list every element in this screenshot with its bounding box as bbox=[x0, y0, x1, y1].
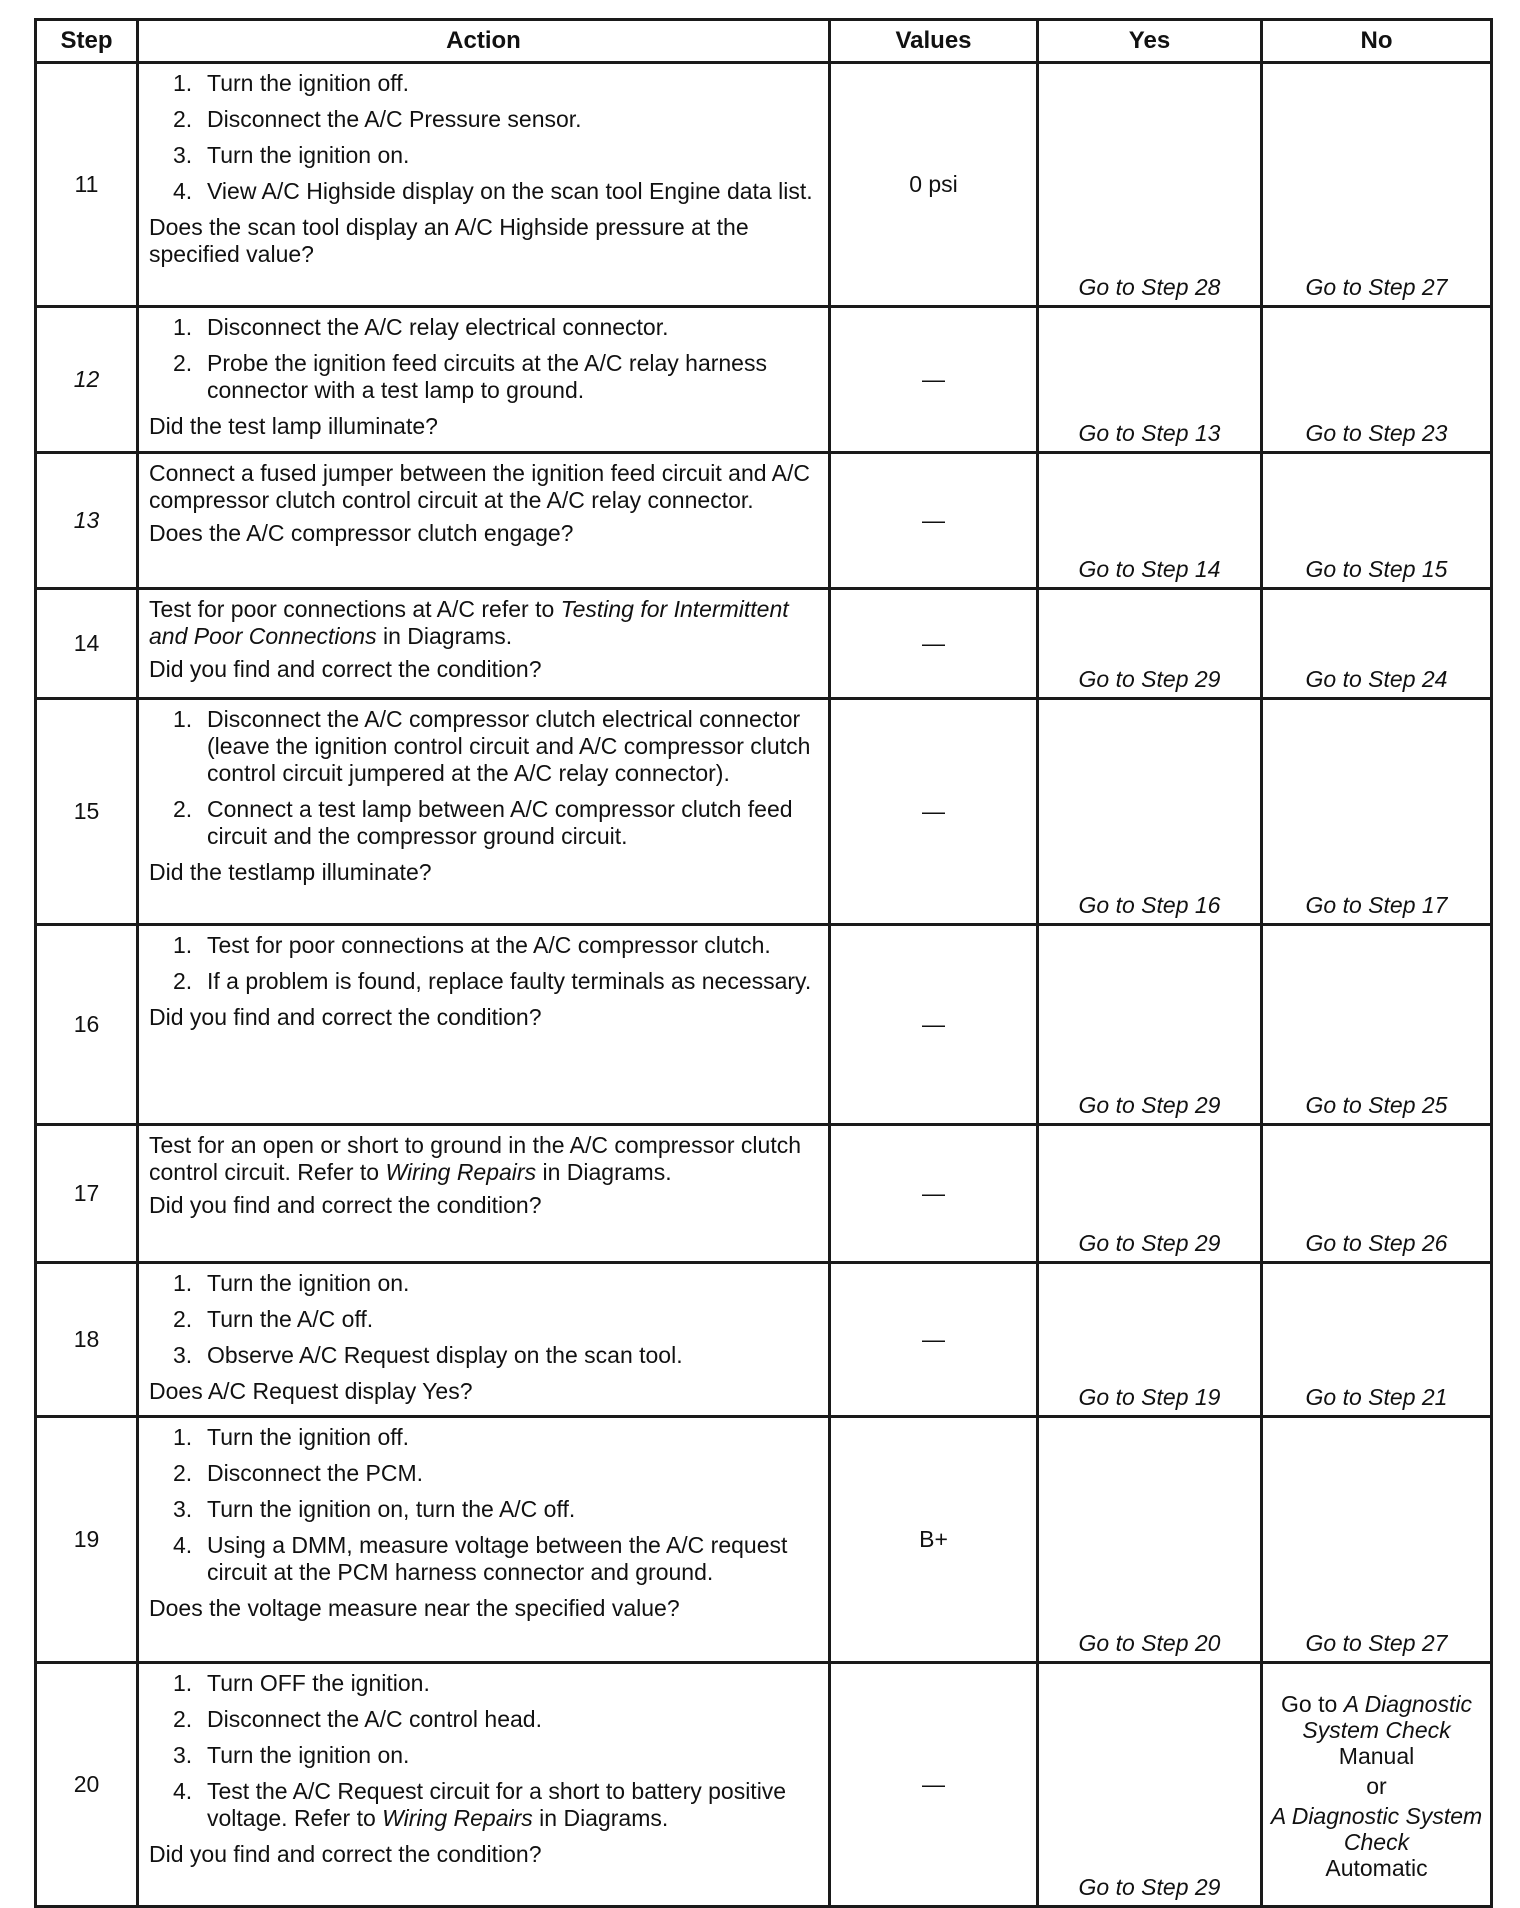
value-cell: — bbox=[830, 453, 1038, 589]
action-question: Did you find and correct the condition? bbox=[149, 656, 542, 682]
no-link[interactable]: Go to Step 21 bbox=[1262, 1263, 1492, 1417]
value-cell: — bbox=[830, 925, 1038, 1125]
step-number: 18 bbox=[36, 1263, 138, 1417]
action-cell bbox=[138, 1263, 830, 1417]
yes-link[interactable]: Go to Step 13 bbox=[1038, 307, 1262, 453]
list-item: 4. View A/C Highside display on the scan tool Engine data list. bbox=[173, 178, 813, 204]
yes-link[interactable]: Go to Step 29 bbox=[1038, 1663, 1262, 1907]
yes-link[interactable]: Go to Step 19 bbox=[1038, 1263, 1262, 1417]
action-question: Does the scan tool display an A/C Highside pressure at the specified value? bbox=[149, 214, 749, 267]
list-item: 1. Turn the ignition off. bbox=[173, 1424, 410, 1450]
yes-link[interactable]: Go to Step 14 bbox=[1038, 453, 1262, 589]
step-number: 17 bbox=[36, 1125, 138, 1263]
yes-link[interactable]: Go to Step 29 bbox=[1038, 1125, 1262, 1263]
action-question: Did you find and correct the condition? bbox=[149, 1841, 542, 1867]
step-number: 14 bbox=[36, 589, 138, 699]
value-cell: — bbox=[830, 1125, 1038, 1263]
header-yes: Yes bbox=[1038, 20, 1262, 63]
value-cell: — bbox=[830, 699, 1038, 925]
yes-link[interactable]: Go to Step 20 bbox=[1038, 1417, 1262, 1663]
table-row bbox=[36, 1663, 1492, 1907]
list-item: 2. Disconnect the A/C control head. bbox=[173, 1706, 542, 1732]
diagnostic-check-link[interactable]: A Diagnostic System Check bbox=[1302, 1690, 1472, 1743]
no-link-diagnostic-check[interactable] bbox=[1262, 1663, 1492, 1907]
step-number: 13 bbox=[36, 453, 138, 589]
list-item: 1. Turn the ignition off. bbox=[173, 70, 410, 96]
action-cell bbox=[138, 1125, 830, 1263]
value-cell: — bbox=[830, 1263, 1038, 1417]
action-question: Did the testlamp illuminate? bbox=[149, 859, 432, 885]
list-item: 3. Turn the ignition on. bbox=[173, 142, 410, 168]
list-item: 3. Turn the ignition on. bbox=[173, 1742, 410, 1768]
table-row bbox=[36, 699, 1492, 925]
list-item: 1. Test for poor connections at the A/C compressor clutch. bbox=[173, 932, 771, 958]
no-link[interactable]: Go to Step 24 bbox=[1262, 589, 1492, 699]
no-link[interactable]: Go to Step 23 bbox=[1262, 307, 1492, 453]
no-link[interactable]: Go to Step 27 bbox=[1262, 63, 1492, 307]
header-values: Values bbox=[830, 20, 1038, 63]
table-row bbox=[36, 1125, 1492, 1263]
reference-link[interactable]: Wiring Repairs bbox=[385, 1159, 537, 1185]
action-instruction: Test for an open or short to ground in the A/C compressor clutch control circuit. Refer to Wiring Repairs in Diagrams. bbox=[149, 1132, 802, 1185]
list-item: 2. Turn the A/C off. bbox=[173, 1306, 374, 1332]
header-row bbox=[36, 20, 1492, 63]
list-item: 2. Disconnect the A/C Pressure sensor. bbox=[173, 106, 582, 132]
yes-link[interactable]: Go to Step 16 bbox=[1038, 699, 1262, 925]
table-row bbox=[36, 1417, 1492, 1663]
table-row bbox=[36, 453, 1492, 589]
value-cell: — bbox=[830, 1663, 1038, 1907]
action-instruction: Test for poor connections at A/C refer to Testing for Intermittent and Poor Connections in Diagrams. bbox=[149, 596, 789, 649]
list-item: 3. Turn the ignition on, turn the A/C off. bbox=[173, 1496, 576, 1522]
step-number: 19 bbox=[36, 1417, 138, 1663]
or-label: or bbox=[1366, 1772, 1387, 1799]
no-link[interactable]: Go to Step 15 bbox=[1262, 453, 1492, 589]
table-row bbox=[36, 589, 1492, 699]
action-cell bbox=[138, 63, 830, 307]
value-cell: — bbox=[830, 589, 1038, 699]
no-link[interactable]: Go to Step 26 bbox=[1262, 1125, 1492, 1263]
yes-link[interactable]: Go to Step 28 bbox=[1038, 63, 1262, 307]
action-question: Does the voltage measure near the specified value? bbox=[149, 1595, 680, 1621]
reference-link[interactable]: Wiring Repairs bbox=[382, 1805, 533, 1831]
list-item: 2. Probe the ignition feed circuits at the A/C relay harness connector with a test lamp to ground. bbox=[173, 350, 767, 403]
table-row bbox=[36, 63, 1492, 307]
table-row bbox=[36, 307, 1492, 453]
automatic-label: Automatic bbox=[1325, 1854, 1428, 1881]
action-cell bbox=[138, 307, 830, 453]
list-item: 4. Using a DMM, measure voltage between the A/C request circuit at the PCM harness connector and ground. bbox=[173, 1532, 788, 1585]
action-cell bbox=[138, 699, 830, 925]
yes-link[interactable]: Go to Step 29 bbox=[1038, 589, 1262, 699]
list-item: 2. If a problem is found, replace faulty terminals as necessary. bbox=[173, 968, 812, 994]
value-cell: 0 psi bbox=[830, 63, 1038, 307]
list-item: 3. Observe A/C Request display on the scan tool. bbox=[173, 1342, 683, 1368]
action-question: Did you find and correct the condition? bbox=[149, 1192, 542, 1218]
step-number: 12 bbox=[36, 307, 138, 453]
reference-link[interactable]: Testing for Intermittent and Poor Connections bbox=[149, 596, 789, 649]
go-to-line: Go to A Diagnostic System Check bbox=[1281, 1690, 1472, 1743]
list-item: 2. Connect a test lamp between A/C compressor clutch feed circuit and the compressor ground circuit. bbox=[173, 796, 793, 849]
action-question: Did you find and correct the condition? bbox=[149, 1004, 542, 1030]
list-item: 1. Disconnect the A/C compressor clutch electrical connector (leave the ignition control circuit and A/C compressor clutch control circuit jumpered at the A/C relay connector). bbox=[173, 706, 811, 786]
value-cell: B+ bbox=[830, 1417, 1038, 1663]
action-cell bbox=[138, 925, 830, 1125]
step-number: 11 bbox=[36, 63, 138, 307]
action-cell bbox=[138, 1663, 830, 1907]
action-cell bbox=[138, 589, 830, 699]
header-step: Step bbox=[36, 20, 138, 63]
yes-link[interactable]: Go to Step 29 bbox=[1038, 925, 1262, 1125]
action-cell bbox=[138, 1417, 830, 1663]
no-link[interactable]: Go to Step 17 bbox=[1262, 699, 1492, 925]
step-number: 16 bbox=[36, 925, 138, 1125]
manual-label: Manual bbox=[1338, 1742, 1415, 1769]
action-cell bbox=[138, 453, 830, 589]
action-instruction: Connect a fused jumper between the ignition feed circuit and A/C compressor clutch control circuit at the A/C relay connector. bbox=[149, 460, 811, 513]
table-row bbox=[36, 925, 1492, 1125]
header-action: Action bbox=[138, 20, 830, 63]
action-question: Did the test lamp illuminate? bbox=[149, 413, 438, 439]
diagnostic-table-container bbox=[34, 18, 1490, 1908]
no-link[interactable]: Go to Step 25 bbox=[1262, 925, 1492, 1125]
list-item: 4. Test the A/C Request circuit for a short to battery positive voltage. Refer to Wiring Repairs in Diagrams. bbox=[173, 1778, 787, 1831]
step-number: 20 bbox=[36, 1663, 138, 1907]
list-item: 1. Turn the ignition on. bbox=[173, 1270, 410, 1296]
step-number: 15 bbox=[36, 699, 138, 925]
action-question: Does the A/C compressor clutch engage? bbox=[149, 520, 574, 546]
header-no: No bbox=[1262, 20, 1492, 63]
table-row bbox=[36, 1263, 1492, 1417]
list-item: 1. Disconnect the A/C relay electrical connector. bbox=[173, 314, 669, 340]
action-question: Does A/C Request display Yes? bbox=[149, 1378, 473, 1404]
value-cell: — bbox=[830, 307, 1038, 453]
no-link[interactable]: Go to Step 27 bbox=[1262, 1417, 1492, 1663]
list-item: 1. Turn OFF the ignition. bbox=[173, 1670, 430, 1696]
list-item: 2. Disconnect the PCM. bbox=[173, 1460, 424, 1486]
diagnostic-table bbox=[34, 18, 1493, 1908]
diagnostic-check-link[interactable]: A Diagnostic System Check bbox=[1270, 1802, 1483, 1855]
